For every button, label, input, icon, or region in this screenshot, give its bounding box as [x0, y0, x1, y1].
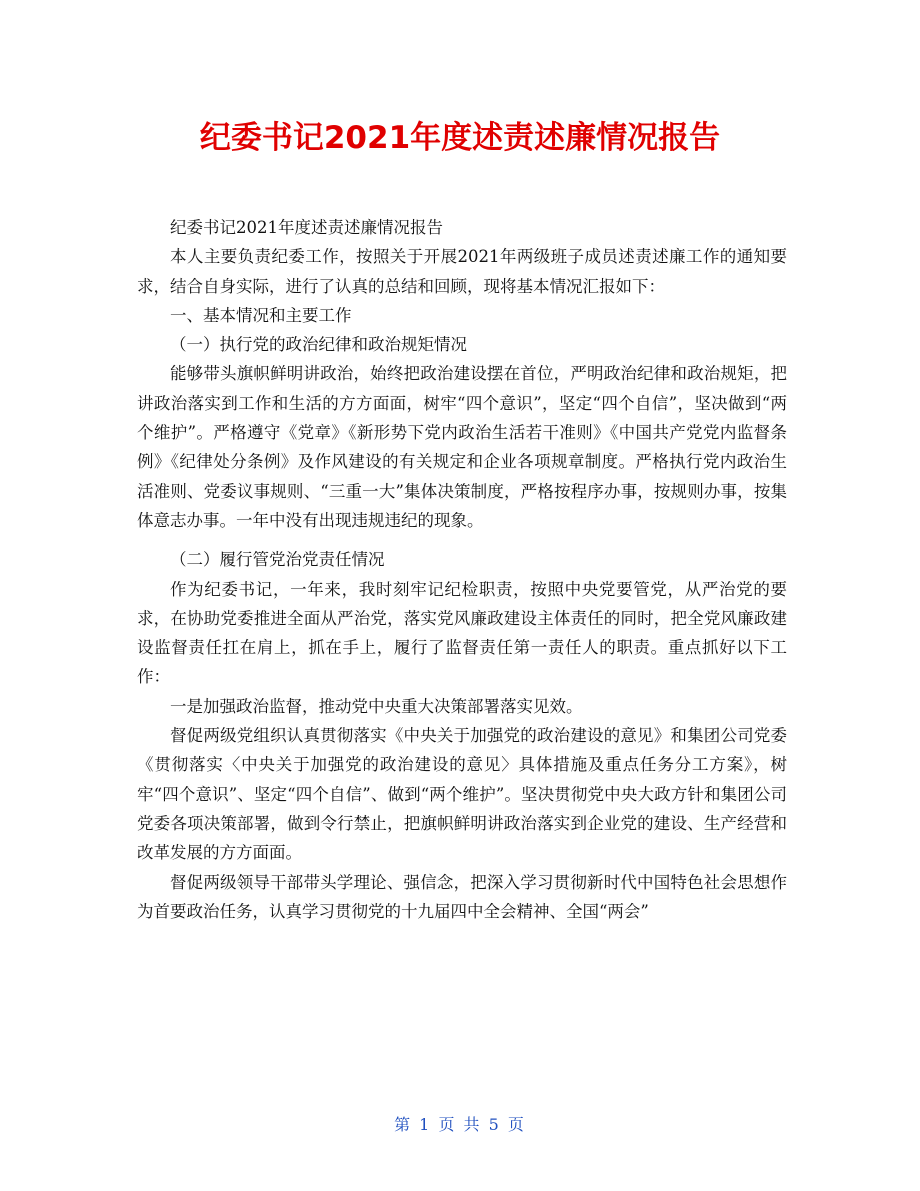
paragraph-heading-repeat: 纪委书记2021年度述责述廉情况报告: [170, 218, 443, 237]
section-heading-1: 一、基本情况和主要工作: [170, 305, 352, 325]
paragraph-point-1: 一是加强政治监督，推动党中央重大决策部署落实见效。: [170, 696, 583, 716]
paragraph-supervision: 督促两级党组织认真贯彻落实《中央关于加强党的政治建设的意见》和集团公司党委《贯彻落实〈中央关于加强党的政治建设的意见〉具体措施及重点任务分工方案》，树牢“四个意识”、坚定“四个自信”、做到“两个维护”。坚决贯彻党中央大政方针和集团公司党委各项决策部署，做到令行禁止，把旗帜鲜明讲政治落实到企业党的建设、生产经营和改革发展的方方面面。: [137, 726, 787, 863]
document-title: 纪委书记2021年度述责述廉情况报告: [199, 120, 721, 156]
document-body: [137, 213, 787, 926]
page-number-footer: 第 1 页 共 5 页: [394, 1115, 526, 1134]
paragraph-political-discipline: 能够带头旗帜鲜明讲政治，始终把政治建设摆在首位，严明政治纪律和政治规矩，把讲政治落实到工作和生活的方方面面，树牢“四个意识”，坚定“四个自信”，坚决做到“两个维护”。严格遵守《党章》《新形势下党内政治生活若干准则》《中国共产党党内监督条例》《纪律处分条例》及作风建设的有关规定和企业各项规章制度。严格执行党内政治生活准则、党委议事规则、“三重一大”集体决策制度，严格按程序办事，按规则办事，按集体意志办事。一年中没有出现违规违纪的现象。: [137, 364, 787, 530]
paragraph-intro: 本人主要负责纪委工作，按照关于开展2021年两级班子成员述责述廉工作的通知要求，结合自身实际，进行了认真的总结和回顾，现将基本情况汇报如下：: [137, 247, 787, 296]
paragraph-theory-study: 督促两级领导干部带头学理论、强信念，把深入学习贯彻新时代中国特色社会思想作为首要政治任务，认真学习贯彻党的十九届四中全会精神、全国“两会”: [137, 872, 787, 921]
paragraph-responsibility: 作为纪委书记，一年来，我时刻牢记纪检职责，按照中央党要管党，从严治党的要求，在协助党委推进全面从严治党，落实党风廉政建设主体责任的同时，把全党风廉政建设监督责任扛在肩上，抓在手上，履行了监督责任第一责任人的职责。重点抓好以下工作：: [137, 579, 787, 687]
subsection-heading-2: （二）履行管党治党责任情况: [170, 550, 385, 570]
subsection-heading-1: （一）执行党的政治纪律和政治规矩情况: [170, 335, 467, 355]
